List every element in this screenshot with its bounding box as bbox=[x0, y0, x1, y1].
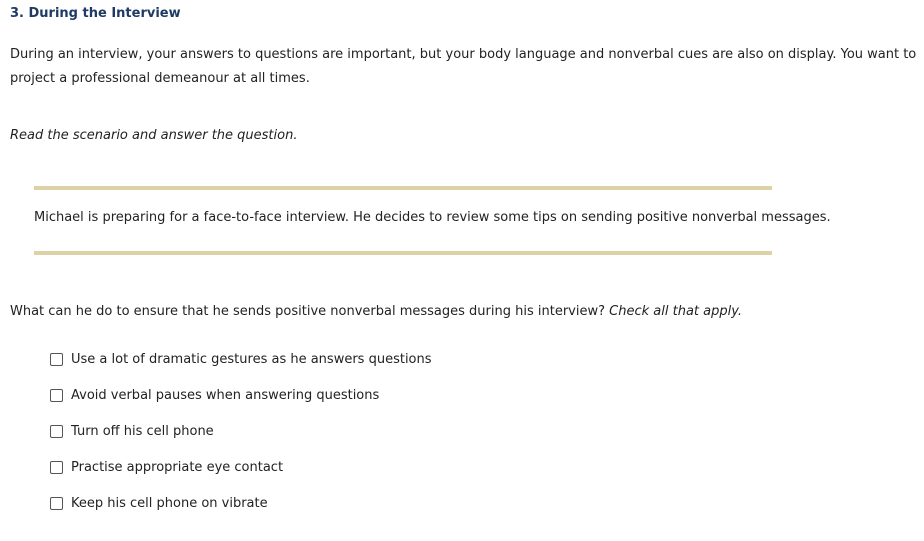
option-turn-off-phone[interactable] bbox=[50, 418, 432, 454]
option-label[interactable]: Keep his cell phone on vibrate bbox=[71, 495, 268, 511]
option-label[interactable]: Turn off his cell phone bbox=[71, 423, 214, 439]
section-title: 3. During the Interview bbox=[10, 6, 181, 21]
option-checkbox[interactable] bbox=[50, 425, 63, 438]
option-checkbox[interactable] bbox=[50, 353, 63, 366]
question-prompt: What can he do to ensure that he sends positive nonverbal messages during his interview? bbox=[10, 304, 606, 319]
question-text bbox=[10, 304, 742, 319]
scenario-top-rule bbox=[34, 186, 772, 190]
option-phone-vibrate[interactable] bbox=[50, 490, 432, 526]
instruction-text: Read the scenario and answer the question. bbox=[10, 128, 298, 143]
answer-options bbox=[50, 346, 432, 526]
option-label[interactable]: Avoid verbal pauses when answering questions bbox=[71, 387, 380, 403]
scenario-text: Michael is preparing for a face-to-face interview. He decides to review some tips on sending positive nonverbal messages. bbox=[34, 210, 831, 225]
option-label[interactable]: Practise appropriate eye contact bbox=[71, 459, 284, 475]
question-hint: Check all that apply. bbox=[609, 304, 743, 319]
option-eye-contact[interactable] bbox=[50, 454, 432, 490]
option-label[interactable]: Use a lot of dramatic gestures as he answers questions bbox=[71, 351, 432, 367]
option-checkbox[interactable] bbox=[50, 497, 63, 510]
option-checkbox[interactable] bbox=[50, 389, 63, 402]
option-avoid-verbal-pauses[interactable] bbox=[50, 382, 432, 418]
option-dramatic-gestures[interactable] bbox=[50, 346, 432, 382]
intro-paragraph: During an interview, your answers to questions are important, but your body language and nonverbal cues are also on display. You want to project a professional demeanour at all times. bbox=[10, 47, 917, 86]
scenario-bottom-rule bbox=[34, 251, 772, 255]
option-checkbox[interactable] bbox=[50, 461, 63, 474]
